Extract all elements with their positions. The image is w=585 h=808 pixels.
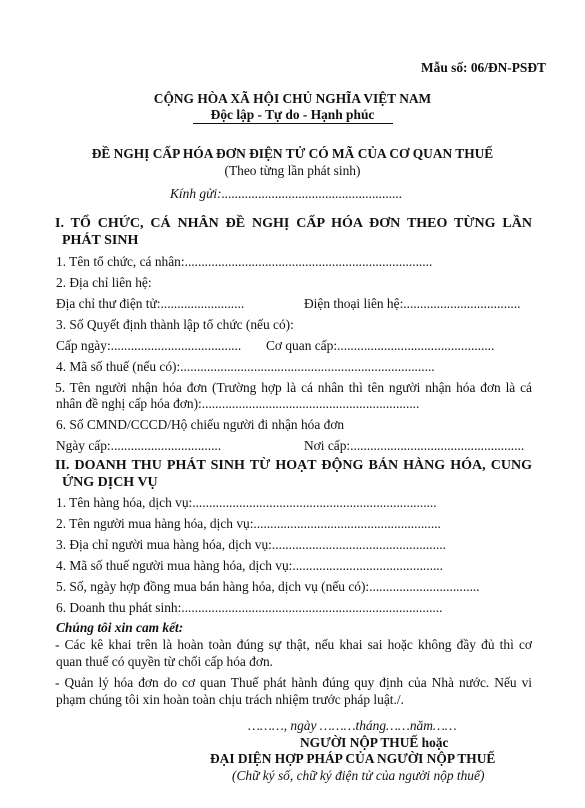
signature-date-line: ………, ngày ………tháng……năm…… bbox=[248, 718, 457, 733]
org-name-field[interactable]: 1. Tên tổ chức, cá nhân:.......................................................................... bbox=[56, 254, 433, 269]
commitment-heading: Chúng tôi xin cam kết: bbox=[56, 620, 184, 635]
commitment-p1: - Các kê khai trên là hoàn toàn đúng sự thật, nếu khai sai hoặc không đầy đủ thì cơ bbox=[55, 637, 532, 652]
national-motto: Độc lập - Tự do - Hạnh phúc bbox=[210, 107, 375, 122]
form-title: ĐỀ NGHỊ CẤP HÓA ĐƠN ĐIỆN TỬ CÓ MÃ CỦA CƠ QUAN THUẾ bbox=[91, 146, 494, 161]
section2-heading-cont: ỨNG DỊCH VỤ bbox=[62, 475, 158, 490]
issuer-field[interactable]: Cơ quan cấp:............................................... bbox=[266, 338, 495, 353]
id-issue-date-field[interactable]: Ngày cấp:................................. bbox=[56, 438, 222, 453]
contract-field[interactable]: 5. Số, ngày hợp đồng mua bán hàng hóa, dịch vụ (nếu có):................................. bbox=[56, 579, 480, 594]
issue-date-field[interactable]: Cấp ngày:....................................... bbox=[56, 338, 242, 353]
signer-role-1: NGƯỜI NỘP THUẾ hoặc bbox=[300, 735, 449, 750]
decision-number-label: 3. Số Quyết định thành lập tổ chức (nếu có): bbox=[56, 317, 294, 332]
commitment-p2-cont: phạm chúng tôi xin hoàn toàn chịu trách nhiệm trước pháp luật./. bbox=[56, 692, 404, 707]
signer-role-2: ĐẠI DIỆN HỢP PHÁP CỦA NGƯỜI NỘP THUẾ bbox=[210, 751, 496, 766]
id-issue-place-field[interactable]: Nơi cấp:.................................................... bbox=[304, 438, 525, 453]
section1-heading: I. TỔ CHỨC, CÁ NHÂN ĐỀ NGHỊ CẤP HÓA ĐƠN THEO TỪNG LẦN bbox=[55, 216, 532, 231]
phone-field[interactable]: Điện thoại liên hệ:................................... bbox=[304, 296, 521, 311]
section2-heading: II. DOANH THU PHÁT SINH TỪ HOẠT ĐỘNG BÁN HÀNG HÓA, CUNG bbox=[55, 458, 532, 473]
motto-underline bbox=[193, 123, 393, 124]
tax-code-field[interactable]: 4. Mã số thuế (nếu có):............................................................................ bbox=[56, 359, 435, 374]
commitment-p1-cont: quan thuế có quyền từ chối cấp hóa đơn. bbox=[56, 654, 273, 669]
form-subtitle: (Theo từng lần phát sinh) bbox=[224, 163, 361, 178]
buyer-tax-code-field[interactable]: 4. Mã số thuế người mua hàng hóa, dịch vụ:............................................. bbox=[56, 558, 444, 573]
buyer-address-field[interactable]: 3. Địa chỉ người mua hàng hóa, dịch vụ:.................................................... bbox=[56, 537, 446, 552]
id-document-label: 6. Số CMND/CCCD/Hộ chiếu người đi nhận hóa đơn bbox=[56, 417, 345, 432]
section1-heading-cont: PHÁT SINH bbox=[62, 233, 139, 248]
recipient-line: Kính gửi:...................................................... bbox=[170, 186, 403, 201]
email-field[interactable]: Địa chỉ thư điện tử:......................... bbox=[56, 296, 245, 311]
revenue-field[interactable]: 6. Doanh thu phát sinh:.............................................................................. bbox=[56, 600, 443, 615]
commitment-p2: - Quản lý hóa đơn do cơ quan Thuế phát hành đúng quy định của Nhà nước. Nếu vi bbox=[55, 675, 532, 690]
goods-name-field[interactable]: 1. Tên hàng hóa, dịch vụ:......................................................................... bbox=[56, 495, 437, 510]
invoice-recipient-label: 5. Tên người nhận hóa đơn (Trường hợp là cá nhân thì tên người nhận hóa đơn là cá bbox=[55, 380, 532, 395]
invoice-recipient-field[interactable]: nhân đề nghị cấp hóa đơn):................................................................. bbox=[56, 396, 420, 411]
country-name: CỘNG HÒA XÃ HỘI CHỦ NGHĨA VIỆT NAM bbox=[153, 91, 432, 106]
buyer-name-field[interactable]: 2. Tên người mua hàng hóa, dịch vụ:........................................................ bbox=[56, 516, 441, 531]
address-label: 2. Địa chỉ liên hệ: bbox=[56, 275, 152, 290]
signature-note: (Chữ ký số, chữ ký điện tử của người nộp thuế) bbox=[232, 768, 485, 783]
form-code: Mẫu số: 06/ĐN-PSĐT bbox=[421, 60, 546, 75]
